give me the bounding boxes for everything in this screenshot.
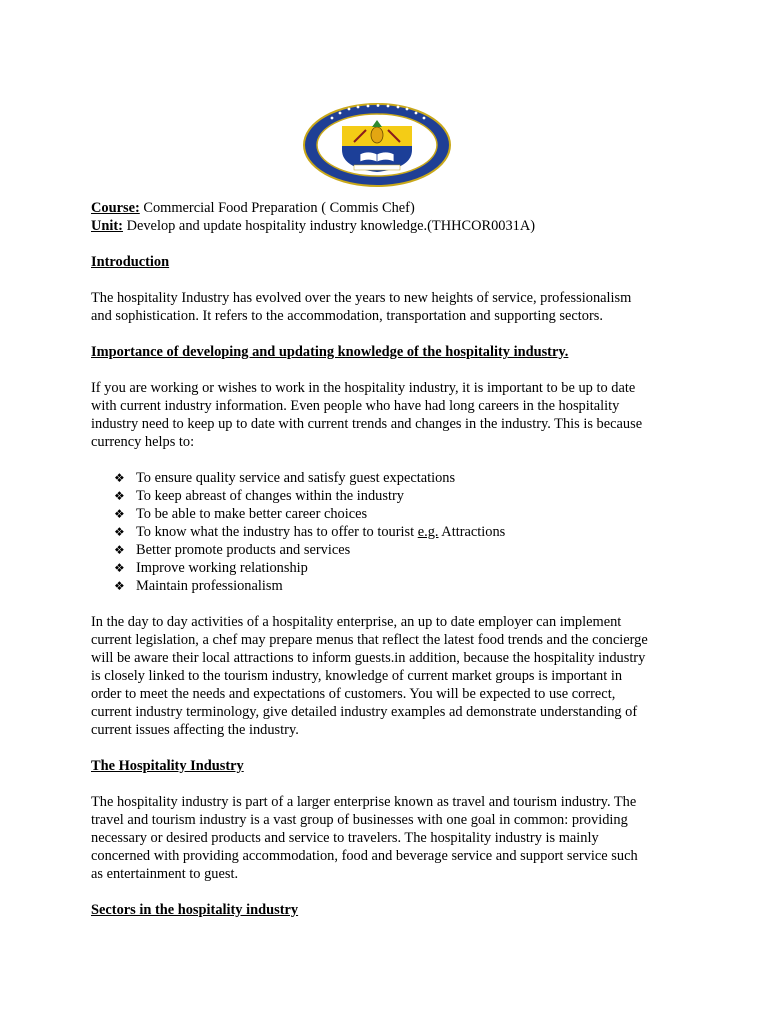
institute-logo: [302, 102, 452, 188]
sectors-heading: Sectors in the hospitality industry: [91, 902, 299, 918]
institute-crest-icon: [302, 102, 452, 188]
diamond-bullet-icon: ❖: [114, 579, 125, 593]
course-line: [91, 199, 681, 217]
intro-line: The hospitality Industry has evolved over the years to new heights of service, professionalism: [91, 290, 632, 306]
unit-label: Unit:: [91, 218, 123, 234]
unit-value: Develop and update hospitality industry knowledge.(THHCOR0031A): [122, 218, 536, 234]
hospitality-line: concerned with providing accommodation, food and beverage service and support service such: [91, 848, 638, 864]
unit-line: [91, 217, 681, 235]
hospitality-line: travel and tourism industry is a vast group of businesses with one goal in common: providing: [91, 812, 628, 828]
hospitality-line: as entertainment to guest.: [91, 866, 239, 882]
importance-line: with current industry information. Even people who have had long careers in the hospitality: [91, 398, 620, 414]
diamond-bullet-icon: ❖: [114, 471, 125, 485]
list-item: ❖ To keep abreast of changes within the industry: [114, 488, 404, 504]
daily-line: current issues affecting the industry.: [91, 722, 299, 738]
daily-line: In the day to day activities of a hospitality enterprise, an up to date employer can implement: [91, 614, 622, 630]
importance-line: currency helps to:: [91, 434, 195, 450]
list-item: ❖ To be able to make better career choices: [114, 506, 368, 522]
hospitality-line: necessary or desired products and service to travelers. The hospitality industry is mainly: [91, 830, 599, 846]
importance-line: If you are working or wishes to work in the hospitality industry, it is important to be up to date: [91, 380, 636, 396]
eg-abbreviation: e.g.: [417, 524, 439, 540]
diamond-bullet-icon: ❖: [114, 561, 125, 575]
intro-line: and sophistication. It refers to the accommodation, transportation and supporting sectors.: [91, 308, 603, 324]
daily-line: is closely linked to the tourism industry, knowledge of current market groups is important in: [91, 668, 623, 684]
hospitality-industry-heading: The Hospitality Industry: [91, 758, 244, 774]
daily-line: current legislation, a chef may prepare menus that reflect the latest food trends and the concierge: [91, 632, 648, 648]
importance-heading: Importance of developing and updating knowledge of the hospitality industry.: [91, 344, 569, 360]
list-item: ❖ Improve working relationship: [114, 560, 308, 576]
course-value: Commercial Food Preparation ( Commis Chef): [139, 200, 415, 216]
daily-line: will be aware their local attractions to inform guests.in addition, because the hospitality industry: [91, 650, 646, 666]
list-item: ❖ To know what the industry has to offer to tourist e.g. Attractions: [114, 524, 506, 540]
course-label: Course:: [91, 200, 140, 216]
list-item: ❖ Maintain professionalism: [114, 578, 283, 594]
list-item: ❖ Better promote products and services: [114, 542, 351, 558]
diamond-bullet-icon: ❖: [114, 489, 125, 503]
list-item: ❖ To ensure quality service and satisfy guest expectations: [114, 470, 456, 486]
daily-line: order to meet the needs and expectations of customers. You will be expected to use correct,: [91, 686, 616, 702]
diamond-bullet-icon: ❖: [114, 543, 125, 557]
introduction-heading: Introduction: [91, 254, 170, 270]
daily-line: current industry terminology, give detailed industry examples ad demonstrate understanding of: [91, 704, 638, 720]
document-body: [91, 199, 681, 919]
currency-benefits-list: [91, 469, 681, 595]
diamond-bullet-icon: ❖: [114, 507, 125, 521]
diamond-bullet-icon: ❖: [114, 525, 125, 539]
importance-line: industry need to keep up to date with current trends and changes in the industry. This is because: [91, 416, 643, 432]
hospitality-line: The hospitality industry is part of a larger enterprise known as travel and tourism industry. The: [91, 794, 637, 810]
